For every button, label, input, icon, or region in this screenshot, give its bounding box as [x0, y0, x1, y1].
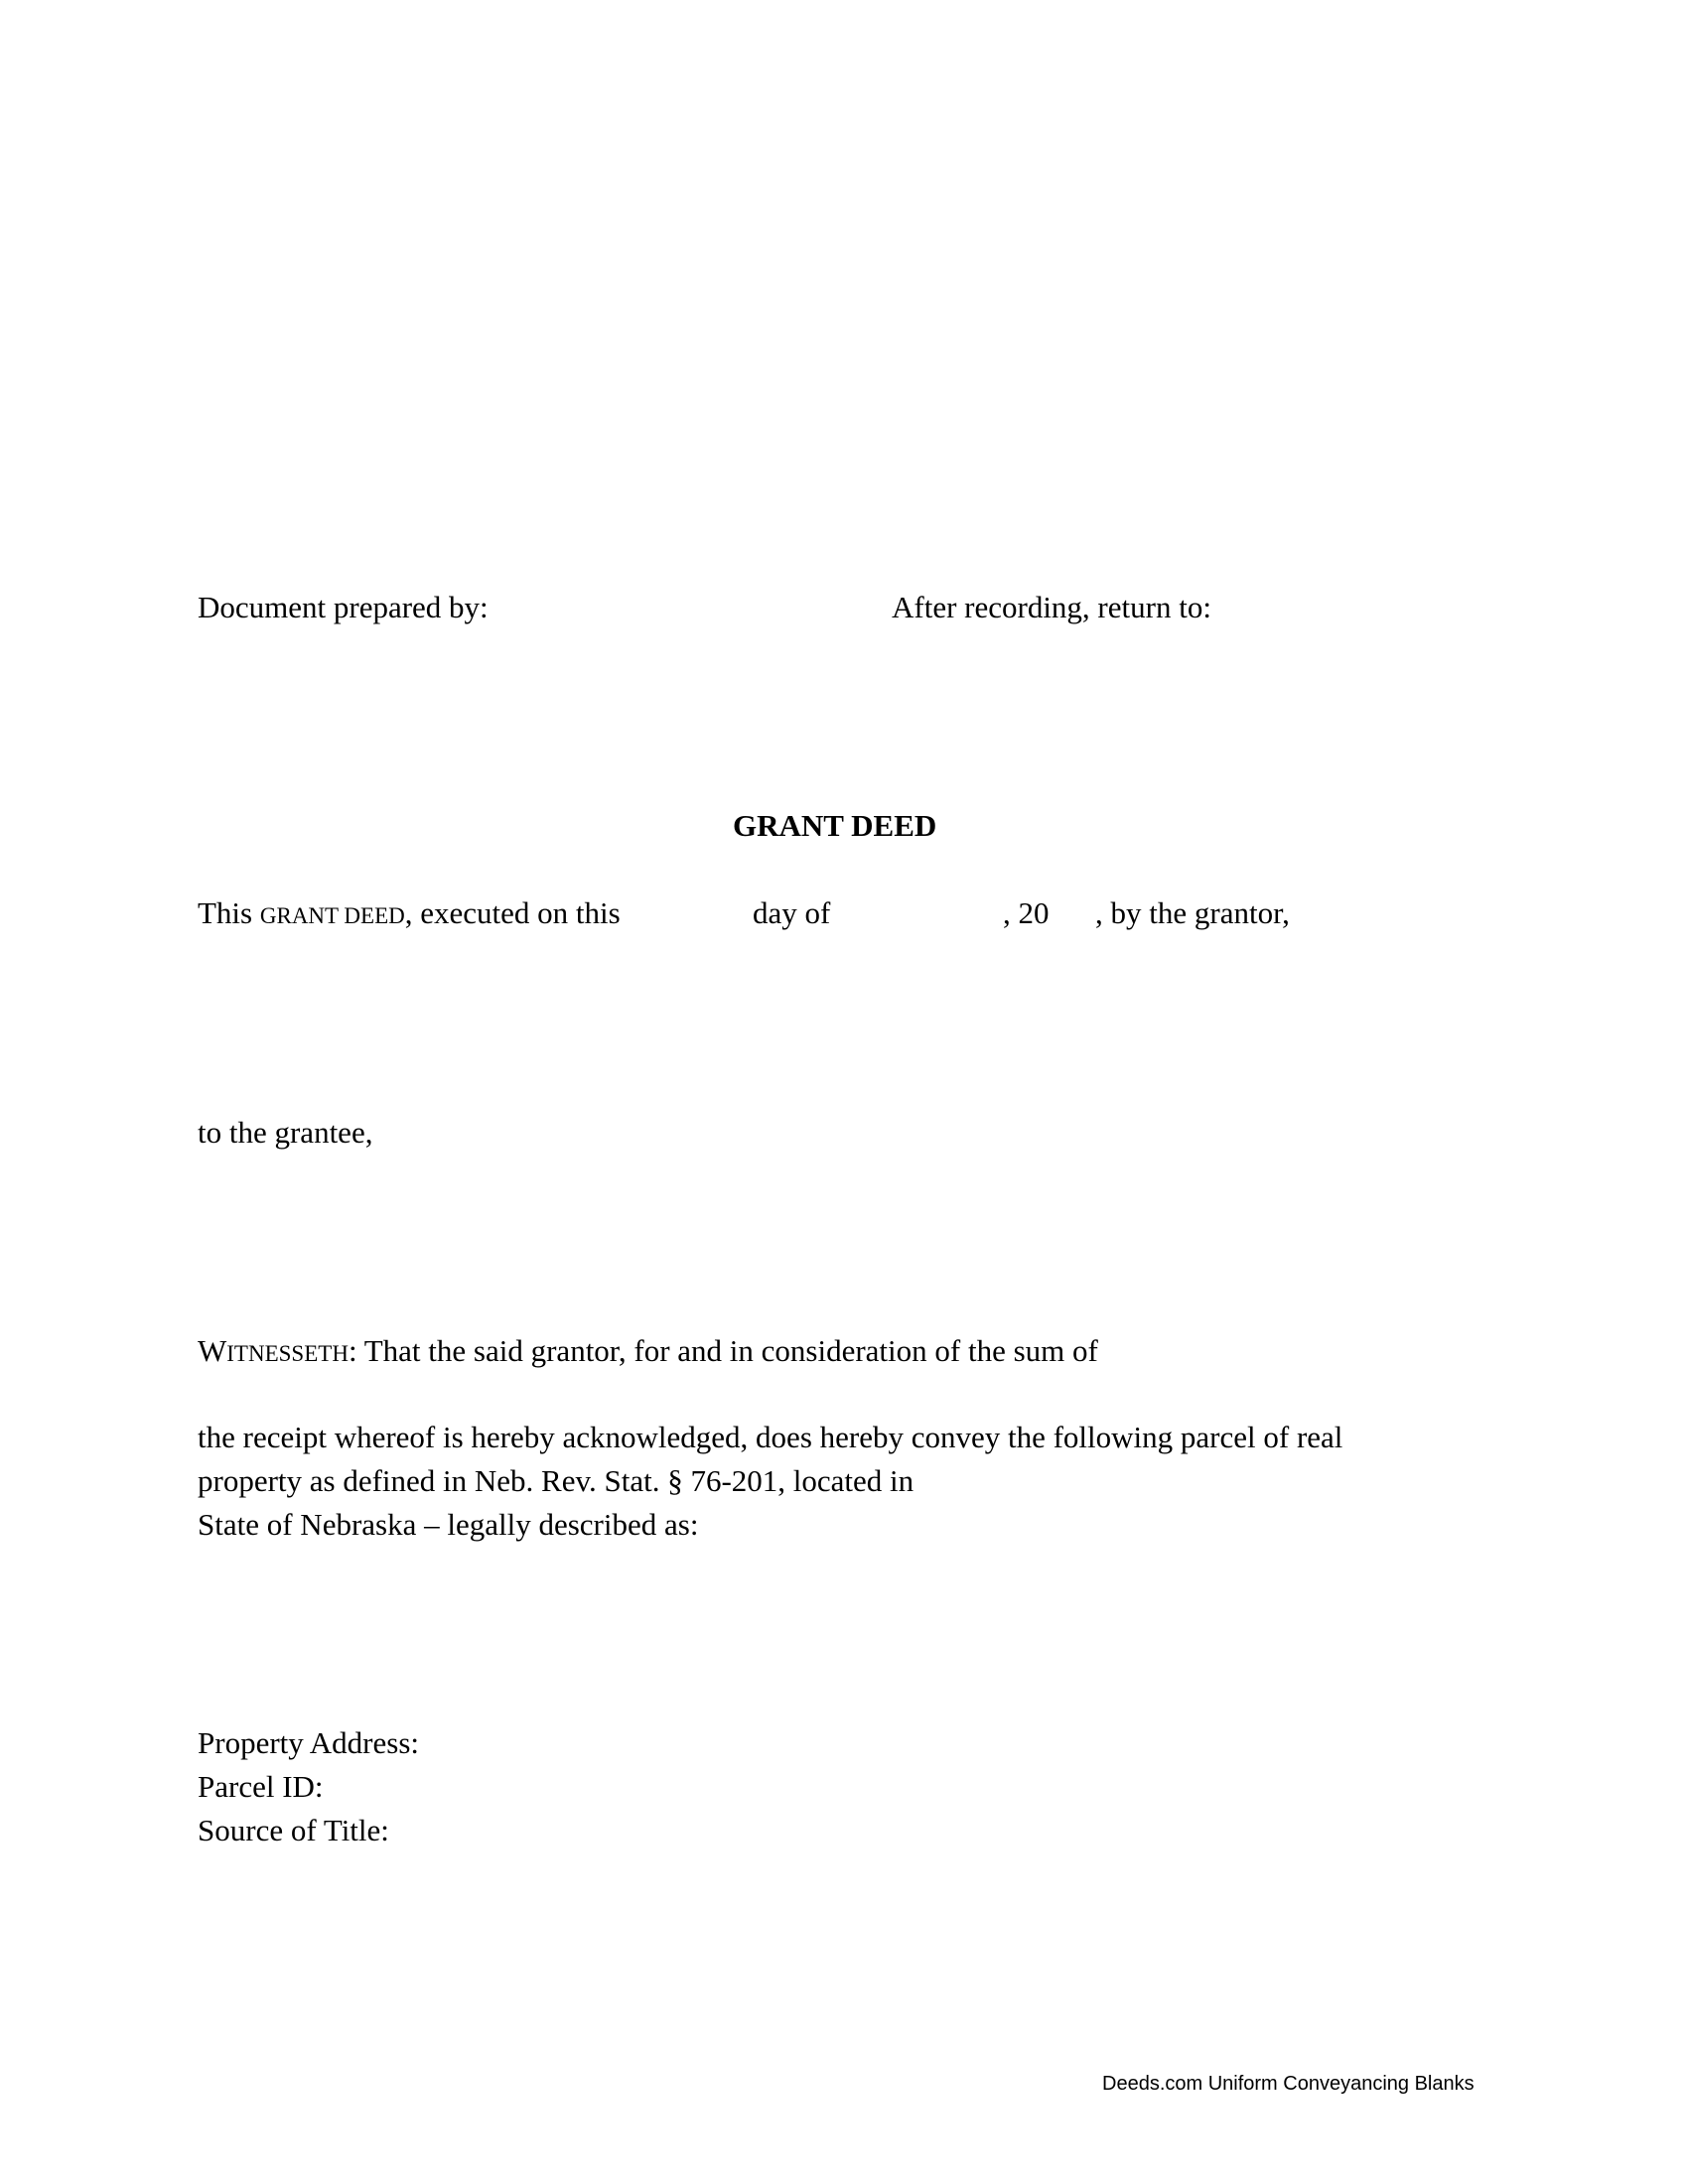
conveyance-line-2: property as defined in Neb. Rev. Stat. § 76-201, located in [198, 1463, 914, 1498]
grant-deed-smallcaps: GRANT DEED [259, 903, 405, 928]
return-to-label: After recording, return to: [892, 590, 1211, 624]
this-text: This [198, 895, 260, 930]
day-of-text: day of [753, 895, 831, 930]
witnesseth-line [198, 1335, 1098, 1366]
conveyance-line-1: the receipt whereof is hereby acknowledged, does hereby convey the following parcel of real [198, 1420, 1343, 1454]
year-prefix-text: , 20 [1003, 895, 1050, 930]
witnesseth-smallcaps: ITNESSETH [226, 1341, 349, 1366]
by-grantor-text: , by the grantor, [1095, 895, 1290, 930]
grantee-line: to the grantee, [198, 1115, 373, 1150]
source-of-title-label: Source of Title: [198, 1813, 389, 1847]
executed-on-this-text: , executed on this [404, 895, 621, 930]
execution-line-start [198, 897, 621, 928]
witnesseth-text: : That the said grantor, for and in consideration of the sum of [348, 1333, 1098, 1368]
conveyance-line-3: State of Nebraska – legally described as: [198, 1507, 699, 1542]
document-title: GRANT DEED [733, 808, 937, 843]
witnesseth-initial: W [198, 1333, 227, 1368]
parcel-id-label: Parcel ID: [198, 1769, 324, 1804]
prepared-by-label: Document prepared by: [198, 590, 489, 624]
footer-text: Deeds.com Uniform Conveyancing Blanks [1102, 2073, 1475, 2095]
property-address-label: Property Address: [198, 1725, 420, 1760]
